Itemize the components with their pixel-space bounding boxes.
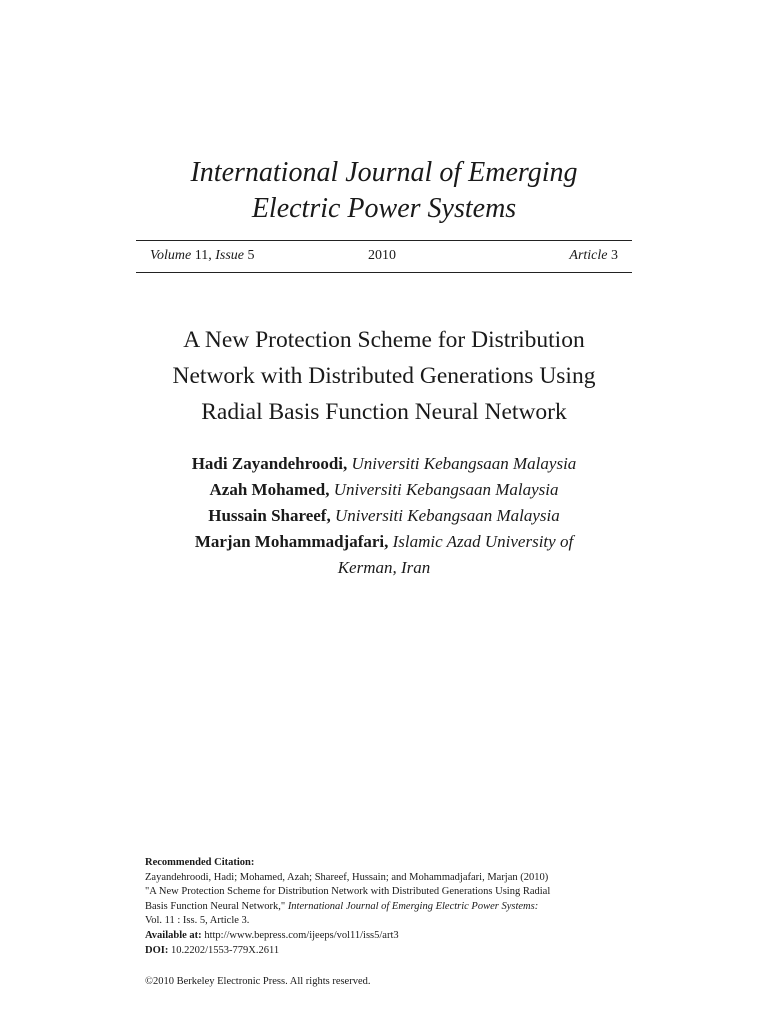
author-affiliation-continued: Kerman, Iran (337, 558, 431, 577)
author-name: Marjan Mohammadjafari, (194, 532, 389, 551)
author-name: Hadi Zayandehroodi, (191, 454, 348, 473)
volume-label: Volume (150, 248, 192, 263)
author-affiliation: Universiti Kebangsaan Malaysia (333, 480, 559, 499)
recommended-citation (145, 856, 645, 958)
doi-label: DOI: (145, 944, 169, 956)
citation-line-2: "A New Protection Scheme for Distribution Network with Distributed Generations Using Radial (145, 886, 551, 898)
citation-availability (145, 929, 645, 944)
doi-value: 10.2202/1553-779X.2611 (170, 944, 280, 956)
journal-title (0, 155, 768, 227)
paper-title (0, 322, 768, 430)
author-entry (0, 477, 768, 503)
article-label: Article (569, 248, 608, 263)
author-entry (0, 503, 768, 529)
paper-title-line-2: Network with Distributed Generations Using (172, 363, 596, 389)
citation-line-4: Vol. 11 : Iss. 5, Article 3. (145, 915, 250, 927)
author-affiliation: Universiti Kebangsaan Malaysia (334, 506, 560, 525)
issue-number: 5 (247, 248, 255, 263)
citation-line-3-text: Basis Function Neural Network," (145, 900, 288, 912)
citation-doi (145, 944, 645, 959)
journal-title-line-2: Electric Power Systems (251, 193, 517, 224)
citation-line-3 (145, 900, 645, 915)
paper-title-line-1: A New Protection Scheme for Distribution (183, 327, 585, 353)
available-label: Available at: (145, 929, 202, 941)
available-url-link[interactable]: http://www.bepress.com/ijeeps/vol11/iss5/art3 (204, 929, 399, 941)
author-affiliation: Islamic Azad University of (392, 532, 574, 551)
author-name: Azah Mohamed, (209, 480, 330, 499)
article-info (569, 248, 618, 264)
issue-label: Issue (215, 248, 244, 263)
publication-year: 2010 (368, 248, 396, 263)
author-entry (0, 451, 768, 477)
author-affiliation: Universiti Kebangsaan Malaysia (351, 454, 577, 473)
citation-line-1: Zayandehroodi, Hadi; Mohamed, Azah; Shareef, Hussain; and Mohammadjafari, Marjan (2010) (145, 871, 549, 883)
author-entry (0, 529, 768, 555)
author-name: Hussain Shareef, (208, 506, 331, 525)
author-list (0, 451, 768, 581)
citation-heading: Recommended Citation: (145, 857, 255, 868)
issue-info-bar (136, 240, 632, 273)
paper-title-line-3: Radial Basis Function Neural Network (201, 399, 567, 425)
copyright-notice: ©2010 Berkeley Electronic Press. All rights reserved. (145, 976, 371, 987)
journal-title-line-1: International Journal of Emerging (190, 157, 578, 188)
citation-journal-name: International Journal of Emerging Electric Power Systems: (287, 900, 539, 912)
volume-number: 11 (194, 248, 209, 263)
volume-issue: Volume 11, Issue 5 (150, 248, 255, 263)
article-number: 3 (611, 248, 618, 263)
